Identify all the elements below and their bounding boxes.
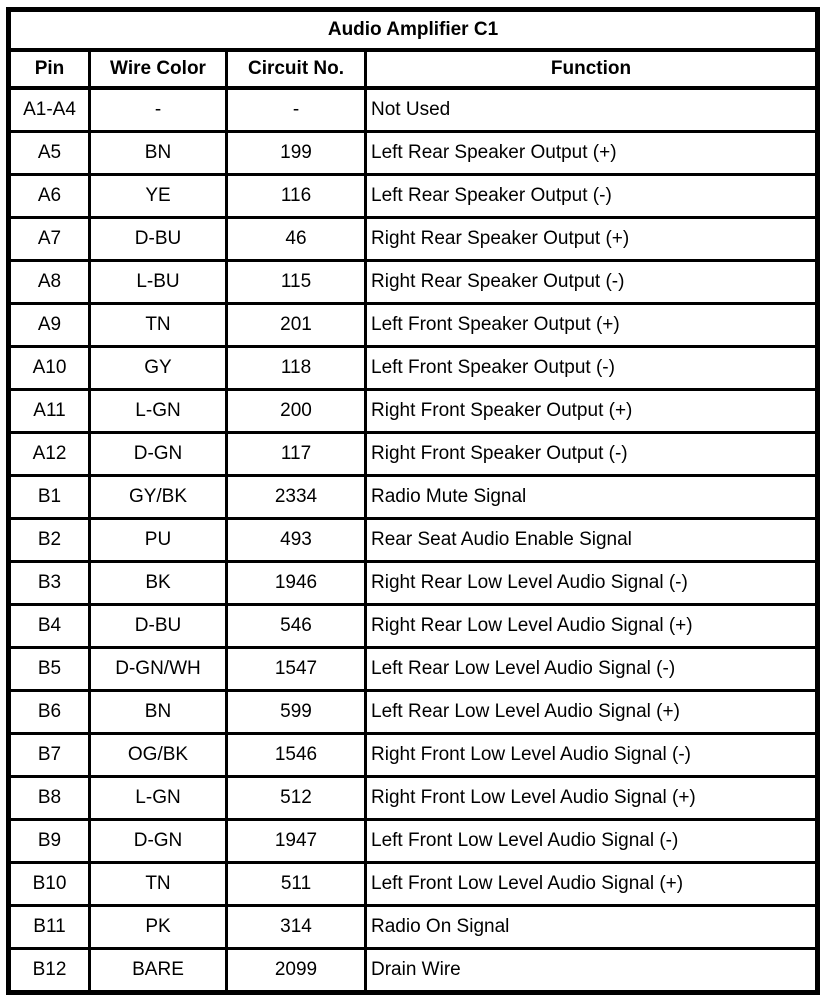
wire-color-cell: TN: [90, 304, 227, 347]
function-cell: Right Front Low Level Audio Signal (-): [366, 734, 818, 777]
table-row: [9, 777, 818, 820]
table-header-row: [9, 50, 818, 88]
table-row: [9, 734, 818, 777]
function-cell: Right Front Speaker Output (+): [366, 390, 818, 433]
pin-cell: A10: [9, 347, 90, 390]
table-row: [9, 218, 818, 261]
wire-color-cell: L-GN: [90, 777, 227, 820]
wire-color-cell: BK: [90, 562, 227, 605]
function-cell: Radio Mute Signal: [366, 476, 818, 519]
function-cell: Rear Seat Audio Enable Signal: [366, 519, 818, 562]
pin-cell: B2: [9, 519, 90, 562]
wire-color-cell: GY/BK: [90, 476, 227, 519]
connector-pinout-table: [6, 7, 820, 995]
pin-cell: A9: [9, 304, 90, 347]
function-cell: Not Used: [366, 88, 818, 132]
function-cell: Left Front Low Level Audio Signal (+): [366, 863, 818, 906]
circuit-no-cell: 1946: [227, 562, 366, 605]
wire-color-cell: L-GN: [90, 390, 227, 433]
table-row: [9, 347, 818, 390]
column-header-circuit-no: Circuit No.: [227, 50, 366, 88]
wire-color-cell: D-GN/WH: [90, 648, 227, 691]
function-cell: Right Front Speaker Output (-): [366, 433, 818, 476]
table-row: [9, 691, 818, 734]
circuit-no-cell: 117: [227, 433, 366, 476]
table-row: [9, 132, 818, 175]
pin-cell: B6: [9, 691, 90, 734]
circuit-no-cell: 599: [227, 691, 366, 734]
table-title-row: [9, 10, 818, 51]
table-row: [9, 648, 818, 691]
wire-color-cell: BN: [90, 691, 227, 734]
function-cell: Drain Wire: [366, 949, 818, 993]
function-cell: Left Front Speaker Output (-): [366, 347, 818, 390]
function-cell: Left Rear Low Level Audio Signal (+): [366, 691, 818, 734]
circuit-no-cell: 2334: [227, 476, 366, 519]
wire-color-cell: TN: [90, 863, 227, 906]
pin-cell: A8: [9, 261, 90, 304]
circuit-no-cell: 118: [227, 347, 366, 390]
function-cell: Left Rear Low Level Audio Signal (-): [366, 648, 818, 691]
table-row: [9, 519, 818, 562]
wire-color-cell: OG/BK: [90, 734, 227, 777]
circuit-no-cell: 511: [227, 863, 366, 906]
function-cell: Right Rear Speaker Output (+): [366, 218, 818, 261]
wire-color-cell: D-BU: [90, 605, 227, 648]
circuit-no-cell: 546: [227, 605, 366, 648]
circuit-no-cell: 201: [227, 304, 366, 347]
wire-color-cell: GY: [90, 347, 227, 390]
circuit-no-cell: 512: [227, 777, 366, 820]
pin-cell: B4: [9, 605, 90, 648]
wire-color-cell: L-BU: [90, 261, 227, 304]
pin-cell: B10: [9, 863, 90, 906]
table-row: [9, 175, 818, 218]
table-row: [9, 390, 818, 433]
function-cell: Left Rear Speaker Output (+): [366, 132, 818, 175]
circuit-no-cell: -: [227, 88, 366, 132]
circuit-no-cell: 1547: [227, 648, 366, 691]
wire-color-cell: D-BU: [90, 218, 227, 261]
circuit-no-cell: 2099: [227, 949, 366, 993]
wire-color-cell: YE: [90, 175, 227, 218]
table-body: [9, 88, 818, 993]
pin-cell: B3: [9, 562, 90, 605]
pin-cell: B1: [9, 476, 90, 519]
table-row: [9, 88, 818, 132]
pin-cell: B12: [9, 949, 90, 993]
function-cell: Radio On Signal: [366, 906, 818, 949]
pin-cell: B7: [9, 734, 90, 777]
wire-color-cell: D-GN: [90, 820, 227, 863]
column-header-function: Function: [366, 50, 818, 88]
function-cell: Right Front Low Level Audio Signal (+): [366, 777, 818, 820]
table-row: [9, 304, 818, 347]
table-row: [9, 433, 818, 476]
pin-cell: A6: [9, 175, 90, 218]
column-header-wire-color: Wire Color: [90, 50, 227, 88]
function-cell: Left Front Low Level Audio Signal (-): [366, 820, 818, 863]
pin-cell: A11: [9, 390, 90, 433]
function-cell: Right Rear Low Level Audio Signal (+): [366, 605, 818, 648]
column-header-pin: Pin: [9, 50, 90, 88]
table-row: [9, 906, 818, 949]
pin-cell: A12: [9, 433, 90, 476]
wire-color-cell: D-GN: [90, 433, 227, 476]
pin-cell: A5: [9, 132, 90, 175]
table-row: [9, 949, 818, 993]
circuit-no-cell: 116: [227, 175, 366, 218]
table-row: [9, 863, 818, 906]
circuit-no-cell: 199: [227, 132, 366, 175]
wire-color-cell: BN: [90, 132, 227, 175]
table-title: Audio Amplifier C1: [9, 10, 818, 51]
pin-cell: B11: [9, 906, 90, 949]
circuit-no-cell: 1546: [227, 734, 366, 777]
function-cell: Right Rear Speaker Output (-): [366, 261, 818, 304]
wire-color-cell: PK: [90, 906, 227, 949]
table-row: [9, 476, 818, 519]
function-cell: Right Rear Low Level Audio Signal (-): [366, 562, 818, 605]
pin-cell: B5: [9, 648, 90, 691]
pin-cell: A1-A4: [9, 88, 90, 132]
wire-color-cell: BARE: [90, 949, 227, 993]
function-cell: Left Front Speaker Output (+): [366, 304, 818, 347]
wire-color-cell: -: [90, 88, 227, 132]
function-cell: Left Rear Speaker Output (-): [366, 175, 818, 218]
circuit-no-cell: 115: [227, 261, 366, 304]
table-row: [9, 605, 818, 648]
circuit-no-cell: 46: [227, 218, 366, 261]
circuit-no-cell: 493: [227, 519, 366, 562]
pin-cell: A7: [9, 218, 90, 261]
circuit-no-cell: 1947: [227, 820, 366, 863]
wire-color-cell: PU: [90, 519, 227, 562]
table-row: [9, 562, 818, 605]
circuit-no-cell: 314: [227, 906, 366, 949]
table-row: [9, 261, 818, 304]
pin-cell: B9: [9, 820, 90, 863]
pin-cell: B8: [9, 777, 90, 820]
table-row: [9, 820, 818, 863]
circuit-no-cell: 200: [227, 390, 366, 433]
